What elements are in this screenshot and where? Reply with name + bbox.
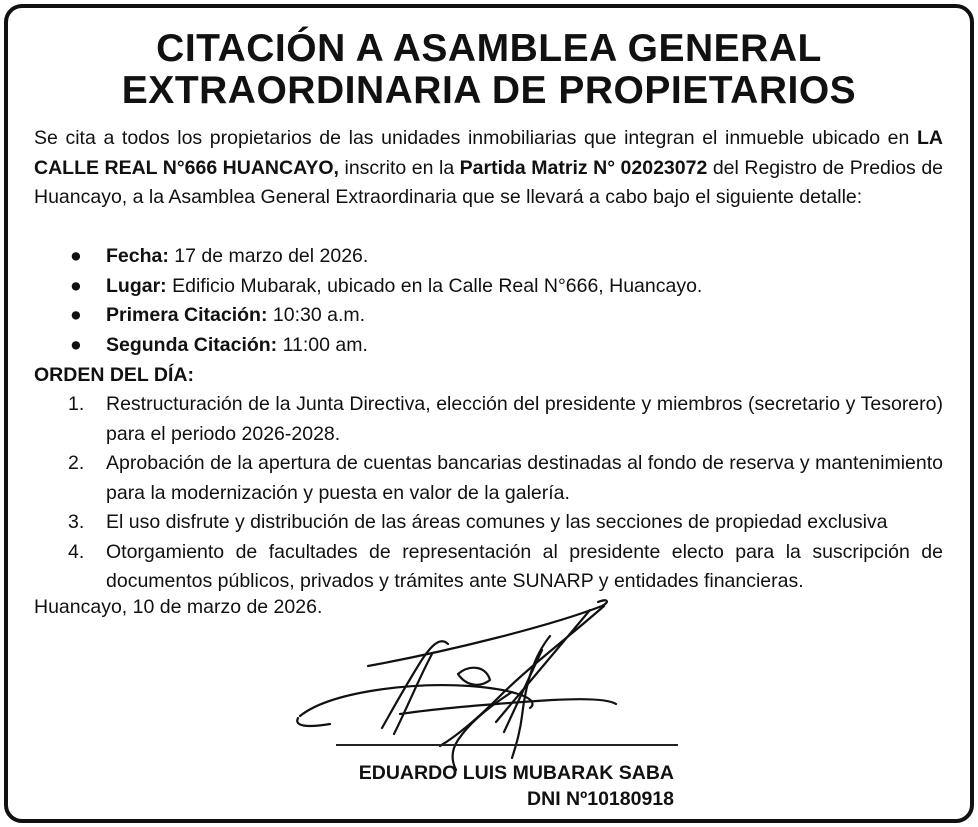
detail-label: Fecha: (106, 245, 169, 267)
document-title (0, 28, 978, 112)
detail-item-primera (34, 301, 943, 331)
agenda-item (34, 538, 943, 597)
intro-paragraph (34, 124, 943, 213)
agenda-text: Aprobación de la apertura de cuentas bancarias destinadas al fondo de reserva y mantenimiento para la modernización y puesta en valor de la galería. (106, 452, 943, 504)
agenda-number: 2. (68, 452, 85, 474)
agenda-list (34, 390, 943, 597)
detail-list (34, 242, 943, 360)
detail-label: Lugar: (106, 274, 167, 297)
detail-value: 11:00 am. (277, 333, 368, 356)
detail-item-fecha (34, 242, 943, 272)
signature-line (336, 744, 678, 746)
signer-dni: DNI Nº10180918 (527, 788, 674, 810)
signer-name: EDUARDO LUIS MUBARAK SABA (358, 762, 674, 784)
handwritten-signature (290, 596, 620, 776)
detail-label: Segunda Citación: (106, 333, 278, 356)
city-date: Huancayo, 10 de marzo de 2026. (34, 596, 323, 618)
detail-value: Edificio Mubarak, ubicado en la Calle Real N°666, Huancayo. (166, 274, 703, 297)
intro-address: LA CALLE REAL N°666 HUANCAYO, (34, 127, 943, 179)
bullet-dot: ● (70, 304, 82, 326)
intro-text-2: inscrito en la (338, 156, 460, 179)
agenda-item (34, 508, 943, 538)
agenda-item (34, 390, 943, 449)
agenda-number: 4. (68, 540, 85, 563)
agenda-item (34, 449, 943, 508)
intro-partida: Partida Matriz N° 02023072 (459, 156, 708, 179)
bullet-dot: ● (70, 274, 82, 297)
intro-text-3: del Registro de Predios de Huancayo, a la Asamblea General Extraordinaria que se llevará a cabo bajo el siguiente detalle: (34, 156, 944, 208)
agenda-number: 3. (68, 511, 85, 533)
detail-item-segunda (34, 331, 943, 361)
bullet-dot: ● (70, 333, 82, 356)
agenda-text: El uso disfrute y distribución de las áreas comunes y las secciones de propiedad exclusiva (106, 511, 888, 533)
orden-del-dia-heading: ORDEN DEL DÍA: (34, 364, 194, 386)
bullet-dot: ● (70, 245, 82, 267)
detail-value: 10:30 a.m. (267, 304, 366, 326)
agenda-number: 1. (68, 393, 85, 415)
detail-value: 17 de marzo del 2026. (168, 245, 369, 267)
detail-label: Primera Citación: (106, 304, 268, 326)
intro-text-1: Se cita a todos los propietarios de las unidades inmobiliarias que integran el inmueble ubicado en (34, 127, 917, 149)
agenda-text: Otorgamiento de facultades de representación al presidente electo para la suscripción de documentos públicos, privados y trámites ante SUNARP y entidades financieras. (106, 540, 943, 592)
title-line-1: CITACIÓN A ASAMBLEA GENERAL (156, 27, 822, 70)
agenda-text: Restructuración de la Junta Directiva, elección del presidente y miembros (secretario y Tesorero) para el periodo 2026-2028. (106, 393, 943, 445)
detail-item-lugar (34, 272, 943, 302)
title-line-2: EXTRAORDINARIA DE PROPIETARIOS (121, 69, 857, 112)
